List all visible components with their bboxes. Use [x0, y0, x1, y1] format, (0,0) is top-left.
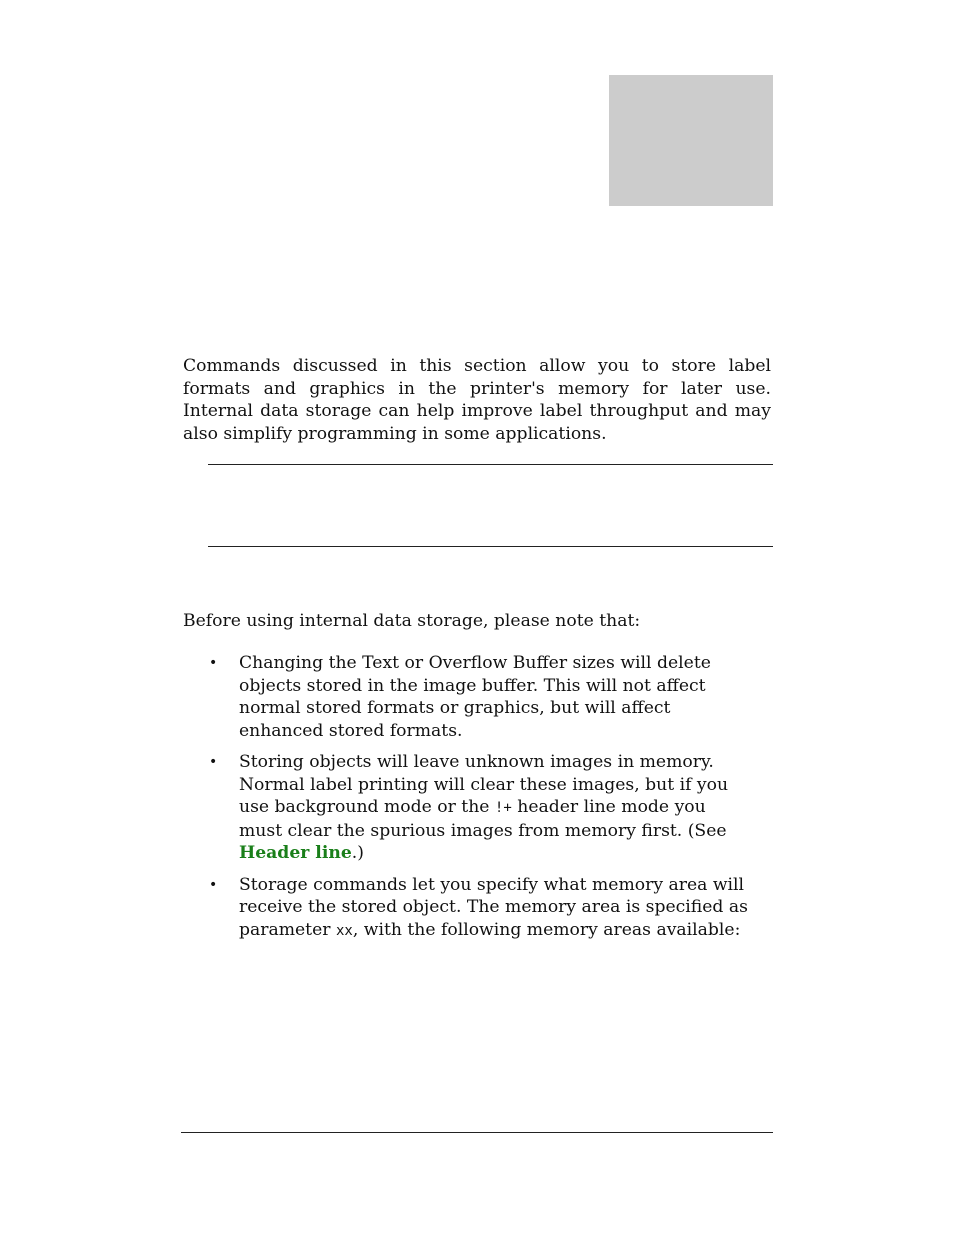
list-item	[209, 652, 754, 742]
header-line-link[interactable]: Header line	[239, 843, 352, 863]
note-rule-bottom	[208, 546, 773, 547]
notes-lead-text: Before using internal data storage, please note that:	[183, 611, 641, 631]
list-item	[209, 874, 754, 943]
bullet-text-start: Storage commands let you specify what memory area will receive the stored object. The memory area is specified as parameter	[239, 874, 748, 940]
bullet-text-end: , with the following memory areas available:	[352, 919, 741, 940]
bullet-text-start: Storing objects will leave unknown images in memory. Normal label printing will clear these images, but if you use background mode or the	[239, 752, 729, 817]
intro-paragraph: Commands discussed in this section allow you to store label formats and graphics in the printer's memory for later use. Internal data storage can help improve label throughput and may also simplify programming in some applications.	[183, 356, 771, 444]
bullet-text-middle: header line mode you must clear the spurious images from memory first. (See	[239, 797, 727, 841]
notes-bullet-list	[209, 652, 754, 951]
header-line-code: !+	[494, 800, 512, 816]
footer-rule	[181, 1132, 773, 1133]
bullet-icon: •	[209, 754, 218, 770]
note-rule-top	[208, 464, 773, 465]
list-item	[209, 751, 754, 865]
chapter-tab-block	[609, 75, 773, 206]
bullet-text: Changing the Text or Overflow Buffer sizes will delete objects stored in the image buffer. This will not affect normal stored formats or graphics, but will affect enhanced stored formats.	[239, 653, 711, 741]
bullet-text-end: .)	[351, 843, 364, 863]
bullet-icon: •	[209, 655, 218, 671]
parameter-code: xx	[335, 922, 353, 939]
bullet-icon: •	[209, 876, 218, 893]
